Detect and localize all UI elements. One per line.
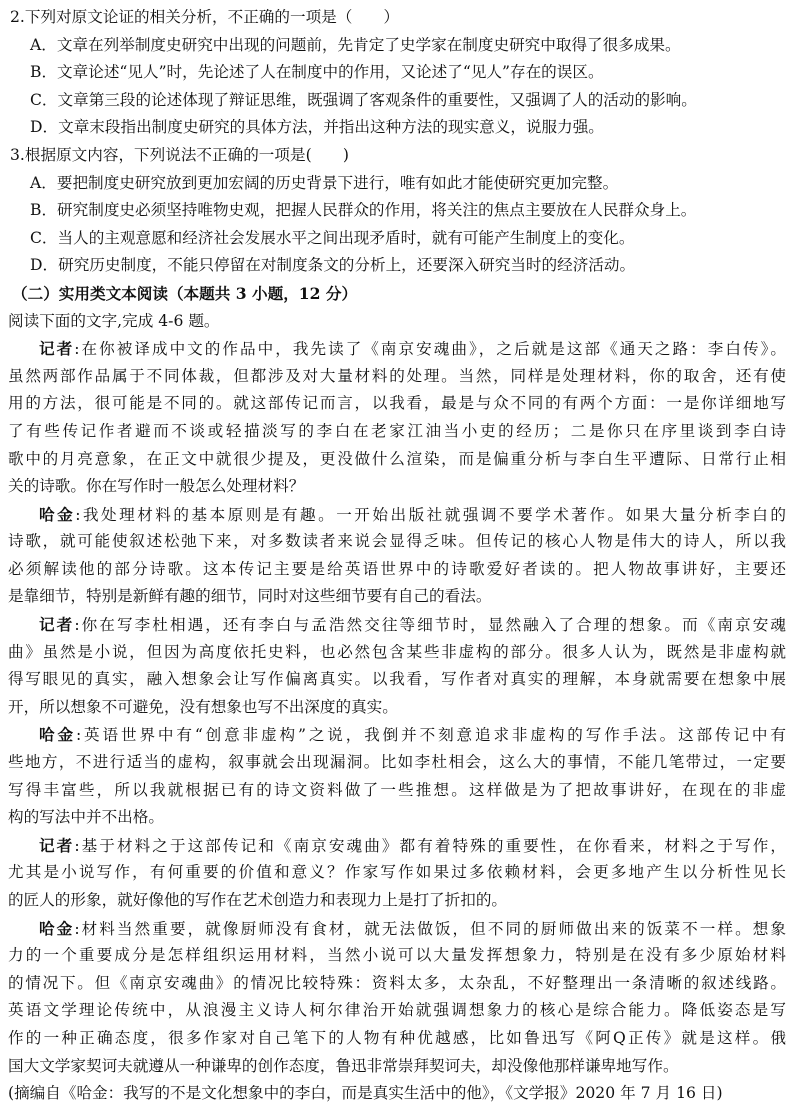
question-2-option-d: D．文章末段指出制度史研究的具体方法，并指出这种方法的现实意义，说服力强。 (30, 118, 604, 137)
interview-turn (8, 501, 786, 611)
section-instruction: 阅读下面的文字,完成 4-6 题。 (8, 311, 220, 330)
speaker-name: 记者 (39, 339, 75, 359)
interview-line (8, 804, 786, 832)
source-citation: (摘编自《哈金：我写的不是文化想象中的李白，而是真实生活中的他》，《文学报》2020 年 7 月 16 日) (8, 1084, 723, 1103)
interview-line (8, 942, 786, 970)
interview-text-span: 了有些传记作者避而不谈或轻描淡写的李白在老家江油当小吏的经历；二是你只在序里谈到李白诗 (8, 421, 786, 440)
interview-text-span: 写得丰富些，所以我就根据已有的诗文资料做了一些推想。这样做是为了把故事讲好，在现在的非虚 (8, 780, 786, 799)
interview-line (8, 473, 786, 501)
interview-line (8, 1053, 786, 1081)
interview-text-span: 开，所以想象不可避免，没有想象也写不出深度的真实。 (8, 697, 398, 716)
interview-line (8, 335, 786, 363)
speaker-name: 哈金 (39, 504, 76, 524)
interview-text-span: 诗歌，就可能使叙述松弛下来，对多数读者来说会显得乏味。但传记的核心人物是伟大的诗人，所以我 (8, 532, 786, 551)
interview-text-span: :英语世界中有“创意非虚构”之说，我倒并不刻意追求非虚构的写作手法。这部传记中有 (75, 726, 786, 745)
interview-line (8, 887, 786, 915)
interview-text-span: 曲》虽然是小说，但因为高度依托史料，也必然包含某些非虚构的部分。很多人认为，既然是非虚构就 (8, 642, 786, 661)
interview-line (8, 666, 786, 694)
interview-text-span: 国大文学家契诃夫就遵从一种谦卑的创作态度，鲁迅非常崇拜契诃夫，却没像他那样谦卑地写作。 (8, 1056, 679, 1075)
interview-text-span: 虽然两部作品属于不同体裁，但都涉及对大量材料的处理。当然，同样是处理材料，你的取舍，还有使 (8, 366, 786, 385)
interview-text-span: :基于材料之于这部传记和《南京安魂曲》都有着特殊的重要性，在你看来，材料之于写作， (74, 836, 786, 855)
interview-text-span: 关的诗歌。你在写作时一般怎么处理材料？ (8, 477, 305, 496)
question-3-option-a: A．要把制度史研究放到更加宏阔的历史背景下进行，唯有如此才能使研究更加完整。 (30, 173, 619, 192)
interview-text-span: :材料当然重要，就像厨师没有食材，就无法做饭，但不同的厨师做出来的饭菜不一样。想象 (74, 919, 786, 938)
question-3-option-c: C．当人的主观意愿和经济社会发展水平之间出现矛盾时，就有可能产生制度上的变化。 (30, 228, 635, 247)
interview-line (8, 777, 786, 805)
question-2-option-c: C．文章第三段的论述体现了辩证思维，既强调了客观条件的重要性，又强调了人的活动的影响。 (30, 90, 697, 109)
interview-text-span: 是靠细节，特别是新鲜有趣的细节，同时对这些细节要有自己的看法。 (8, 587, 492, 606)
interview-text-span: 的匠人的形象，就好像他的写作在艺术创造力和表现力上是打了折扣的。 (8, 891, 508, 909)
interview-text-span: 些地方，不进行适当的虚构，叙事就会出现漏洞。比如李杜相会，这么大的事情，不能几笔带过，一定要 (8, 753, 786, 772)
question-2-stem: 2.下列对原文论证的相关分析，不正确的一项是（ ） (10, 8, 400, 26)
interview-turn (8, 915, 786, 1081)
interview-line (8, 528, 786, 556)
question-3-option-b: B．研究制度史必须坚持唯物史观，把握人民群众的作用，将关注的焦点主要放在人民群众身上。 (30, 201, 697, 220)
speaker-name: 记者 (39, 835, 75, 855)
interview-line (8, 832, 786, 860)
interview-line (8, 639, 786, 667)
interview-line (8, 556, 786, 584)
question-2-option-a: A．文章在列举制度史研究中出现的问题前，先肯定了史学家在制度史研究中取得了很多成果。 (30, 35, 681, 54)
interview-line (8, 363, 786, 391)
question-3-stem: 3.根据原文内容，下列说法不正确的一项是( ) (10, 145, 349, 164)
interview-line (8, 390, 786, 418)
interview-line (8, 970, 786, 998)
interview-line (8, 694, 786, 722)
interview-line (8, 721, 786, 749)
section-heading: （二）实用类文本阅读（本题共 3 小题，12 分） (12, 283, 358, 303)
speaker-name: 记者 (39, 615, 75, 635)
interview-turn (8, 611, 786, 721)
interview-text-span: :我处理材料的基本原则是有趣。一开始出版社就强调不要学术著作。如果大量分析李白的 (75, 505, 786, 524)
interview-text (8, 335, 786, 1080)
interview-text-span: :你在写李杜相遇，还有李白与孟浩然交往等细节时，显然融入了合理的想象。而《南京安魂 (74, 616, 786, 635)
interview-line (8, 749, 786, 777)
speaker-name: 哈金 (39, 918, 75, 938)
interview-text-span: :在你被译成中文的作品中，我先读了《南京安魂曲》，之后就是这部《通天之路：李白传》。 (74, 340, 786, 359)
interview-text-span: 必须解读他的部分诗歌。这本传记主要是给英语世界中的诗歌爱好者读的。把人物故事讲好，主要还 (8, 559, 786, 578)
interview-line (8, 1025, 786, 1053)
interview-text-span: 得写眼见的真实，融入想象会让写作偏离真实。以我看，写作者对真实的理解，本身就需要在想象中展 (8, 670, 786, 689)
interview-line (8, 501, 786, 529)
interview-text-span: 歌中的月亮意象，在正文中就很少提及，更没做什么渲染，而是偏重分析与李白生平遭际、日常行止相 (8, 449, 786, 468)
interview-line (8, 583, 786, 611)
interview-turn (8, 832, 786, 915)
question-3-option-d: D．研究历史制度，不能只停留在对制度条文的分析上，还要深入研究当时的经济活动。 (30, 256, 636, 275)
interview-text-span: 尤其是小说写作，有何重要的价值和意义？作家写作如果过多依赖材料，会更多地产生以分析性见长 (8, 863, 786, 882)
interview-text-span: 构的写法中并不出格。 (8, 808, 164, 827)
interview-turn (8, 335, 786, 501)
interview-text-span: 力的一个重要成分是怎样组织运用材料，当然小说可以大量发挥想象力，特别是在没有多少原始材料 (8, 946, 786, 965)
interview-line (8, 859, 786, 887)
interview-text-span: 英语文学理论传统中，从浪漫主义诗人柯尔律治开始就强调想象力的核心是综合能力。降低姿态是写 (8, 1001, 786, 1020)
interview-text-span: 作的一种正确态度，很多作家对自己笔下的人物有种优越感，比如鲁迅写《阿Q正传》就是这样。俄 (8, 1028, 786, 1047)
interview-line (8, 611, 786, 639)
interview-turn (8, 721, 786, 831)
interview-text-span: 用的方法，很可能是不同的。就这部传记而言，以我看，最是与众不同的有两个方面：一是你详细地写 (8, 394, 786, 413)
speaker-name: 哈金 (39, 725, 76, 745)
interview-line (8, 418, 786, 446)
interview-line (8, 997, 786, 1025)
interview-line (8, 446, 786, 474)
interview-text-span: 的情况下。但《南京安魂曲》的情况比较特殊：资料太多，太杂乱，不好整理出一条清晰的叙述线路。 (8, 973, 786, 992)
question-2-option-b: B．文章论述“见人”时，先论述了人在制度中的作用，又论述了“见人”存在的误区。 (30, 63, 604, 82)
interview-line (8, 915, 786, 943)
